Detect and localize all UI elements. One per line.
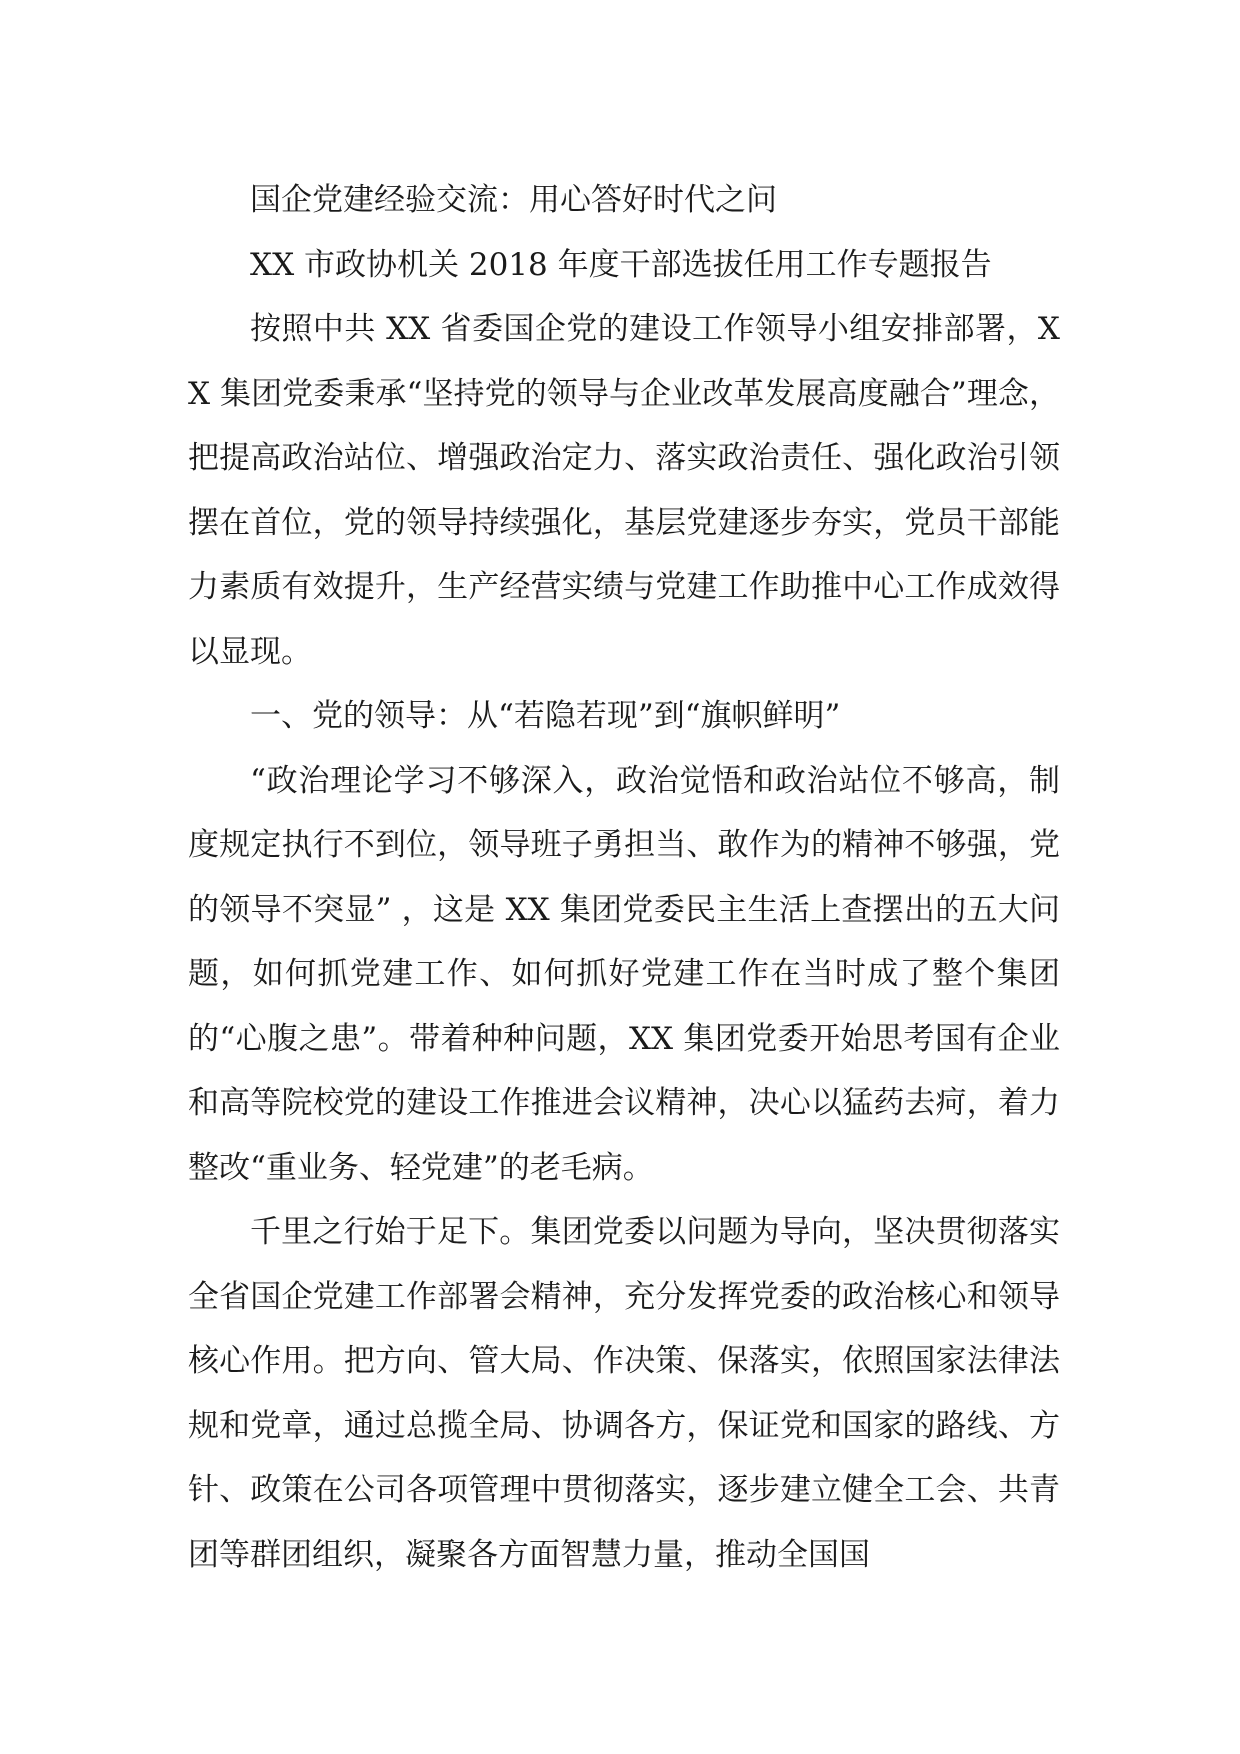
body-paragraph: “政治理论学习不够深入，政治觉悟和政治站位不够高，制度规定执行不到位，领导班子勇担当、敢作为的精神不够强，党的领导不突显” ，这是 XX 集团党委民主生活上查摆出的五大问题，如何抓党建工作、如何抓好党建工作在当时成了整个集团的“心腹之患”。带着种种问题，XX 集团党委开始思考国有企业和高等院校党的建设工作推进会议精神，决心以猛药去疴，着力整改“重业务、轻党建”的老毛病。 <box>188 762 1060 1186</box>
body-paragraph: 千里之行始于足下。集团党委以问题为导向，坚决贯彻落实全省国企党建工作部署会精神，充分发挥党委的政治核心和领导核心作用。把方向、管大局、作决策、保落实，依照国家法律法规和党章，通过总揽全局、协调各方，保证党和国家的路线、方针、政策在公司各项管理中贯彻落实，逐步建立健全工会、共青团等群团组织，凝聚各方面智慧力量，推动全国国 <box>188 1214 1060 1573</box>
document-title: 国企党建经验交流：用心答好时代之问 <box>250 182 777 218</box>
section-heading: 一、党的领导：从“若隐若现”到“旗帜鲜明” <box>250 698 841 734</box>
document-body <box>188 168 1060 1587</box>
intro-paragraph: 按照中共 XX 省委国企党的建设工作领导小组安排部署，XX 集团党委秉承“坚持党的领导与企业改革发展高度融合”理念，把提高政治站位、增强政治定力、落实政治责任、强化政治引领摆在首位，党的领导持续强化，基层党建逐步夯实，党员干部能力素质有效提升，生产经营实绩与党建工作助推中心工作成效得以显现。 <box>188 311 1060 670</box>
document-subtitle: XX 市政协机关 2018 年度干部选拔任用工作专题报告 <box>250 246 992 283</box>
